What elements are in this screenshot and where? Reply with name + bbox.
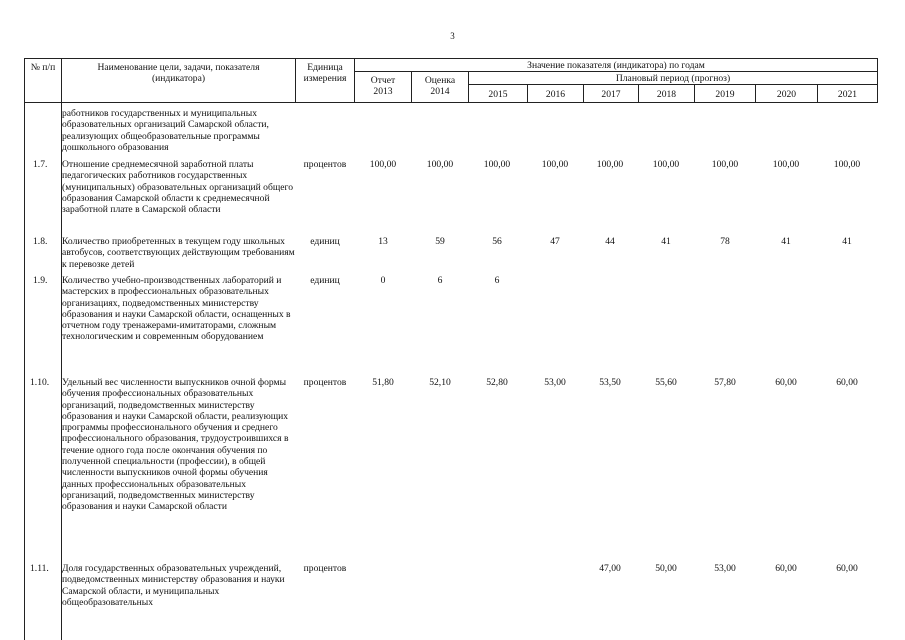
- value-2013: 0: [380, 275, 386, 286]
- value-2019: 53,00: [714, 563, 736, 574]
- value-2018: 41: [661, 236, 671, 247]
- header-planned: Плановый период (прогноз): [468, 71, 878, 85]
- row-number: 1.11.: [30, 563, 49, 574]
- value-2013: 13: [378, 236, 388, 247]
- row-unit: процентов: [303, 563, 347, 574]
- header-year-2018: 2018: [638, 84, 695, 103]
- value-2017: 100,00: [596, 159, 624, 170]
- value-2016: 47: [550, 236, 560, 247]
- row-unit: единиц: [310, 236, 340, 247]
- row-unit: процентов: [303, 159, 347, 170]
- value-2018: 100,00: [652, 159, 680, 170]
- header-year-2017: 2017: [583, 84, 639, 103]
- value-2015: 56: [492, 236, 502, 247]
- header-year-2020: 2020: [755, 84, 818, 103]
- row-name: Отношение среднемесячной заработной платы педагогических работников государственных (муниципальных) образовательных организаций общего образования Самарской области к среднемесячной заработной плате в Самарской области: [62, 159, 293, 216]
- value-2016: 53,00: [544, 377, 566, 388]
- header-col-num: № п/п: [24, 58, 62, 103]
- value-2020: 60,00: [775, 377, 797, 388]
- row-number: 1.7.: [33, 159, 48, 170]
- header-col-values: Значение показателя (индикатора) по годам: [354, 58, 878, 72]
- value-2018: 55,60: [655, 377, 677, 388]
- header-col-unit: Единица измерения: [295, 58, 355, 103]
- row-number: 1.8.: [33, 236, 48, 247]
- value-2016: 100,00: [541, 159, 569, 170]
- row-unit: единиц: [310, 275, 340, 286]
- header-estimate: [411, 71, 469, 103]
- value-2019: 57,80: [714, 377, 736, 388]
- row-name: Доля государственных образовательных учреждений, подведомственных министерству образования и науки Самарской области, и муниципальных общеобразовательных: [62, 563, 285, 608]
- value-2019: 100,00: [711, 159, 739, 170]
- continuation-text: работников государственных и муниципальных образовательных организаций Самарской области, реализующих общеобразовательные программы дошкольного образования: [62, 108, 269, 153]
- header-report: [354, 71, 412, 103]
- value-2021: 41: [842, 236, 852, 247]
- value-2014: 59: [435, 236, 445, 247]
- header-year-2021: 2021: [817, 84, 878, 103]
- body-rule-left: [24, 102, 25, 640]
- value-2021: 60,00: [836, 377, 858, 388]
- row-name: Количество учебно-производственных лабораторий и мастерских в профессиональных образовательных организациях, подведомственных министерству образования и науки Самарской области, оснащенных в отчетном году тренажерами-имитаторами, сложным технологическим и современным оборудованием: [62, 275, 291, 343]
- value-2014: 52,10: [429, 377, 451, 388]
- header-estimate-year: 2014: [430, 86, 450, 97]
- value-2017: 53,50: [599, 377, 621, 388]
- row-number: 1.10.: [30, 377, 50, 388]
- value-2021: 100,00: [833, 159, 861, 170]
- value-2019: 78: [720, 236, 730, 247]
- header-estimate-label: Оценка: [424, 75, 456, 86]
- value-2017: 47,00: [599, 563, 621, 574]
- value-2020: 100,00: [772, 159, 800, 170]
- value-2014: 6: [437, 275, 443, 286]
- row-name: Удельный вес численности выпускников очной формы обучения профессиональных образовательных организаций, подведомственных министерству образования и науки Самарской области, реализующих программы профессионального обучения и среднего профессионального образования, трудоустроившихся в течение одного года после окончания обучения по полученной специальности (профессии), в общей численности выпускников очной формы обучения данных профессиональных образовательных организаций, подведомственных министерству образования и науки Самарской области: [62, 377, 289, 513]
- header-year-2015: 2015: [468, 84, 528, 103]
- value-2015: 100,00: [483, 159, 511, 170]
- value-2020: 41: [781, 236, 791, 247]
- value-2017: 44: [605, 236, 615, 247]
- page-number: 3: [450, 31, 455, 41]
- header-col-name: Наименование цели, задачи, показателя (индикатора): [61, 58, 296, 103]
- header-year-2019: 2019: [694, 84, 756, 103]
- row-name: Количество приобретенных в текущем году школьных автобусов, соответствующих действующим требованиям к перевозке детей: [62, 236, 295, 270]
- value-2013: 100,00: [369, 159, 397, 170]
- value-2014: 100,00: [426, 159, 454, 170]
- value-2018: 50,00: [655, 563, 677, 574]
- value-2015: 52,80: [486, 377, 508, 388]
- row-unit: процентов: [303, 377, 347, 388]
- value-2013: 51,80: [372, 377, 394, 388]
- header-report-year: 2013: [373, 86, 393, 97]
- value-2021: 60,00: [836, 563, 858, 574]
- row-number: 1.9.: [33, 275, 48, 286]
- header-report-label: Отчет: [370, 75, 396, 86]
- value-2020: 60,00: [775, 563, 797, 574]
- value-2015: 6: [494, 275, 500, 286]
- header-year-2016: 2016: [527, 84, 584, 103]
